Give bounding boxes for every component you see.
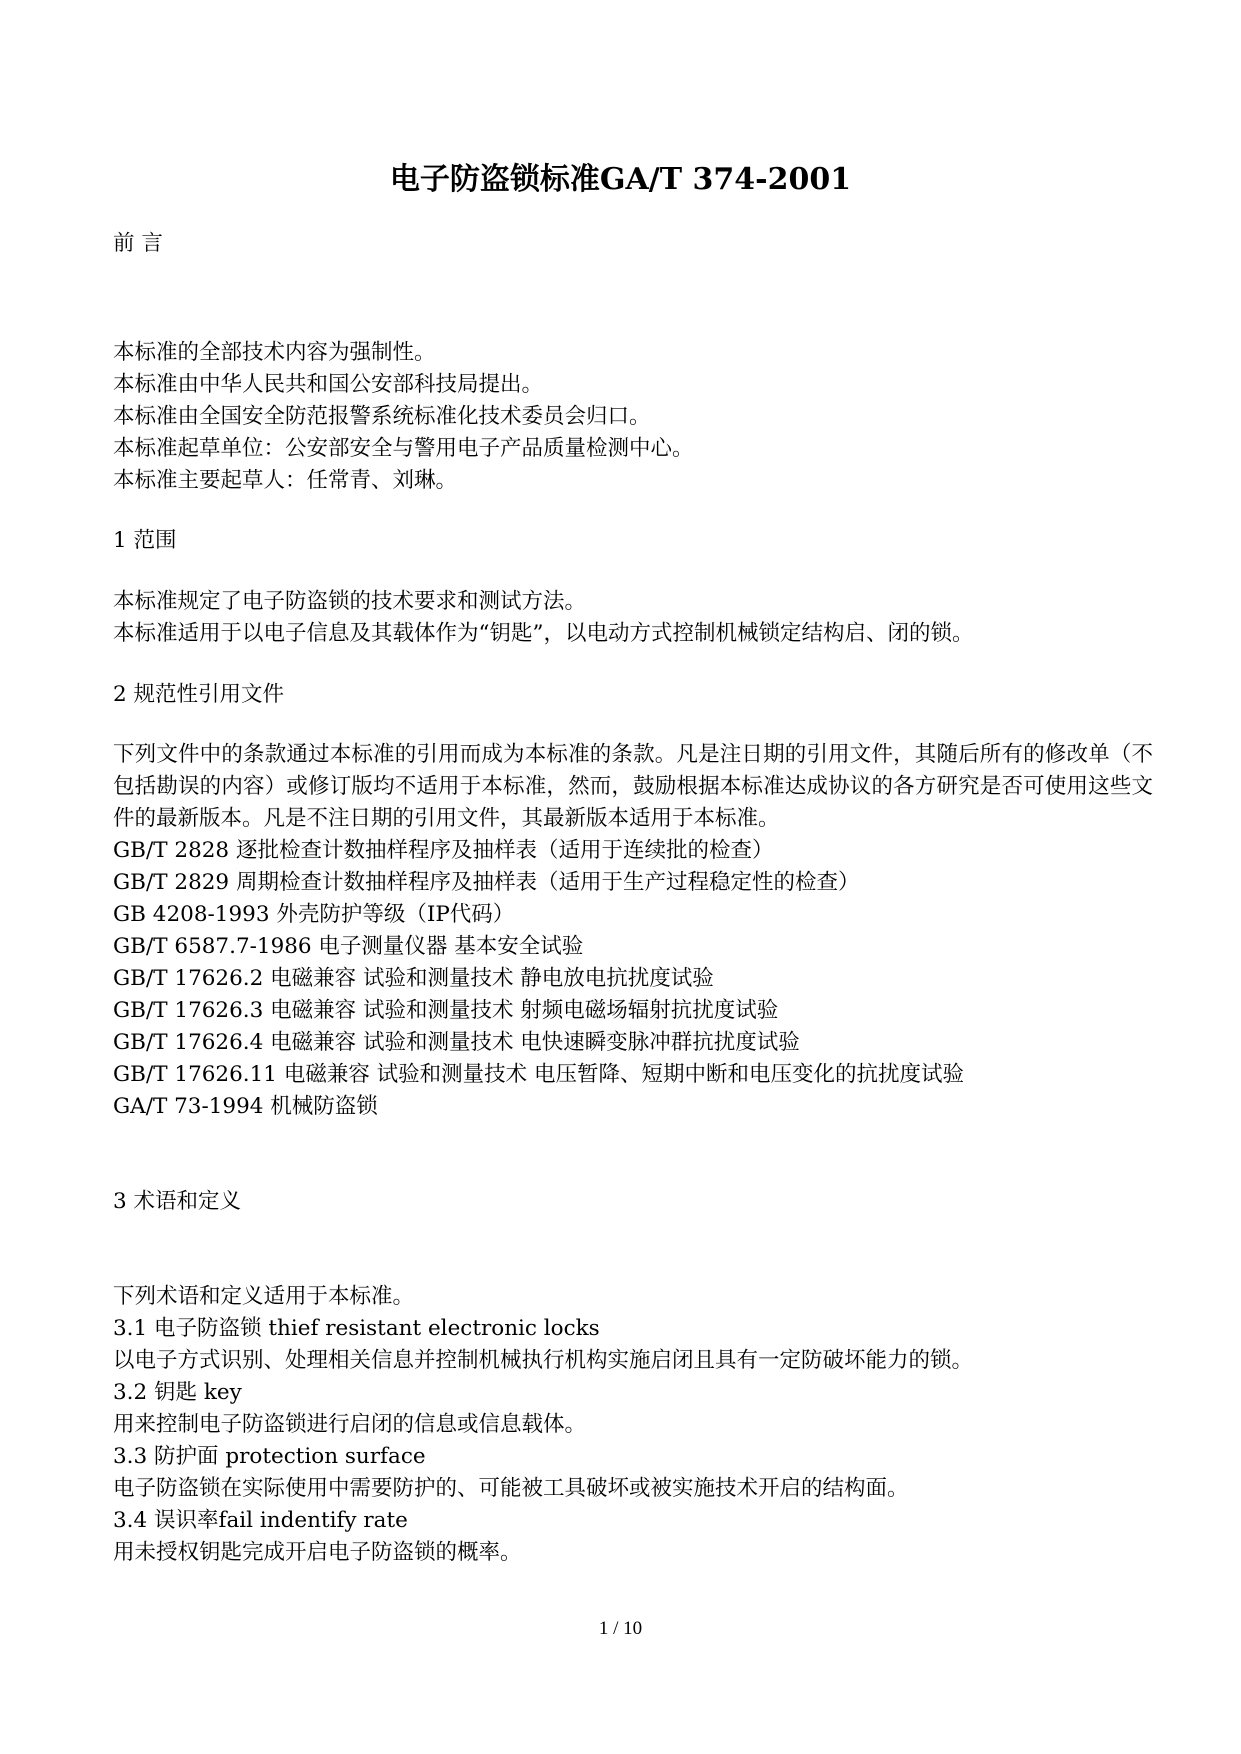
- preface-line: 本标准主要起草人：任常青、刘琳。: [113, 468, 458, 493]
- reference-item: GB/T 17626.4 电磁兼容 试验和测量技术 电快速瞬变脉冲群抗扰度试验: [113, 1030, 800, 1055]
- term-heading: 3.3 防护面 protection surface: [113, 1444, 426, 1469]
- reference-item: GB/T 2829 周期检查计数抽样程序及抽样表（适用于生产过程稳定性的检查）: [113, 870, 860, 895]
- section-2-heading: 2 规范性引用文件: [113, 682, 285, 707]
- reference-item: GB/T 17626.3 电磁兼容 试验和测量技术 射频电磁场辐射抗扰度试验: [113, 998, 779, 1023]
- reference-item: GB/T 17626.2 电磁兼容 试验和测量技术 静电放电抗扰度试验: [113, 966, 714, 991]
- reference-item: GB/T 2828 逐批检查计数抽样程序及抽样表（适用于连续批的检查）: [113, 838, 774, 863]
- preface-line: 本标准起草单位：公安部安全与警用电子产品质量检测中心。: [113, 436, 694, 461]
- term-heading: 3.1 电子防盗锁 thief resistant electronic locks: [113, 1316, 600, 1341]
- section-1-heading: 1 范围: [113, 528, 177, 553]
- reference-item: GA/T 73-1994 机械防盗锁: [113, 1094, 378, 1119]
- document-title: 电子防盗锁标准GA/T 374-2001: [389, 162, 852, 197]
- preface-line: 本标准的全部技术内容为强制性。: [113, 340, 436, 365]
- reference-item: GB 4208-1993 外壳防护等级（IP代码）: [113, 902, 515, 927]
- term-heading: 3.2 钥匙 key: [113, 1380, 242, 1405]
- section-1-line: 本标准适用于以电子信息及其载体作为“钥匙”，以电动方式控制机械锁定结构启、闭的锁。: [113, 621, 974, 646]
- reference-item: GB/T 6587.7-1986 电子测量仪器 基本安全试验: [113, 934, 584, 959]
- preface-line: 本标准由中华人民共和国公安部科技局提出。: [113, 372, 544, 397]
- term-heading: 3.4 误识率fail indentify rate: [113, 1508, 408, 1533]
- page-number: 1 / 10: [598, 1618, 643, 1639]
- preface-line: 本标准由全国安全防范报警系统标准化技术委员会归口。: [113, 404, 651, 429]
- term-definition: 电子防盗锁在实际使用中需要防护的、可能被工具破坏或被实施技术开启的结构面。: [113, 1476, 909, 1501]
- section-3-heading: 3 术语和定义: [113, 1189, 242, 1214]
- reference-item: GB/T 17626.11 电磁兼容 试验和测量技术 电压暂降、短期中断和电压变化的抗扰度试验: [113, 1062, 964, 1087]
- term-definition: 用来控制电子防盗锁进行启闭的信息或信息载体。: [113, 1412, 587, 1437]
- term-definition: 用未授权钥匙完成开启电子防盗锁的概率。: [113, 1540, 522, 1565]
- section-1-line: 本标准规定了电子防盗锁的技术要求和测试方法。: [113, 589, 587, 614]
- term-definition: 以电子方式识别、处理相关信息并控制机械执行机构实施启闭且具有一定防破坏能力的锁。: [113, 1348, 974, 1373]
- preface-heading: 前 言: [113, 231, 163, 256]
- section-3-intro: 下列术语和定义适用于本标准。: [113, 1284, 415, 1309]
- section-2-intro: 下列文件中的条款通过本标准的引用而成为本标准的条款。凡是注日期的引用文件，其随后所有的修改单（不包括勘误的内容）或修订版均不适用于本标准，然而，鼓励根据本标准达成协议的各方研究是否可使用这些文件的最新版本。凡是不注日期的引用文件，其最新版本适用于本标准。: [113, 742, 1153, 831]
